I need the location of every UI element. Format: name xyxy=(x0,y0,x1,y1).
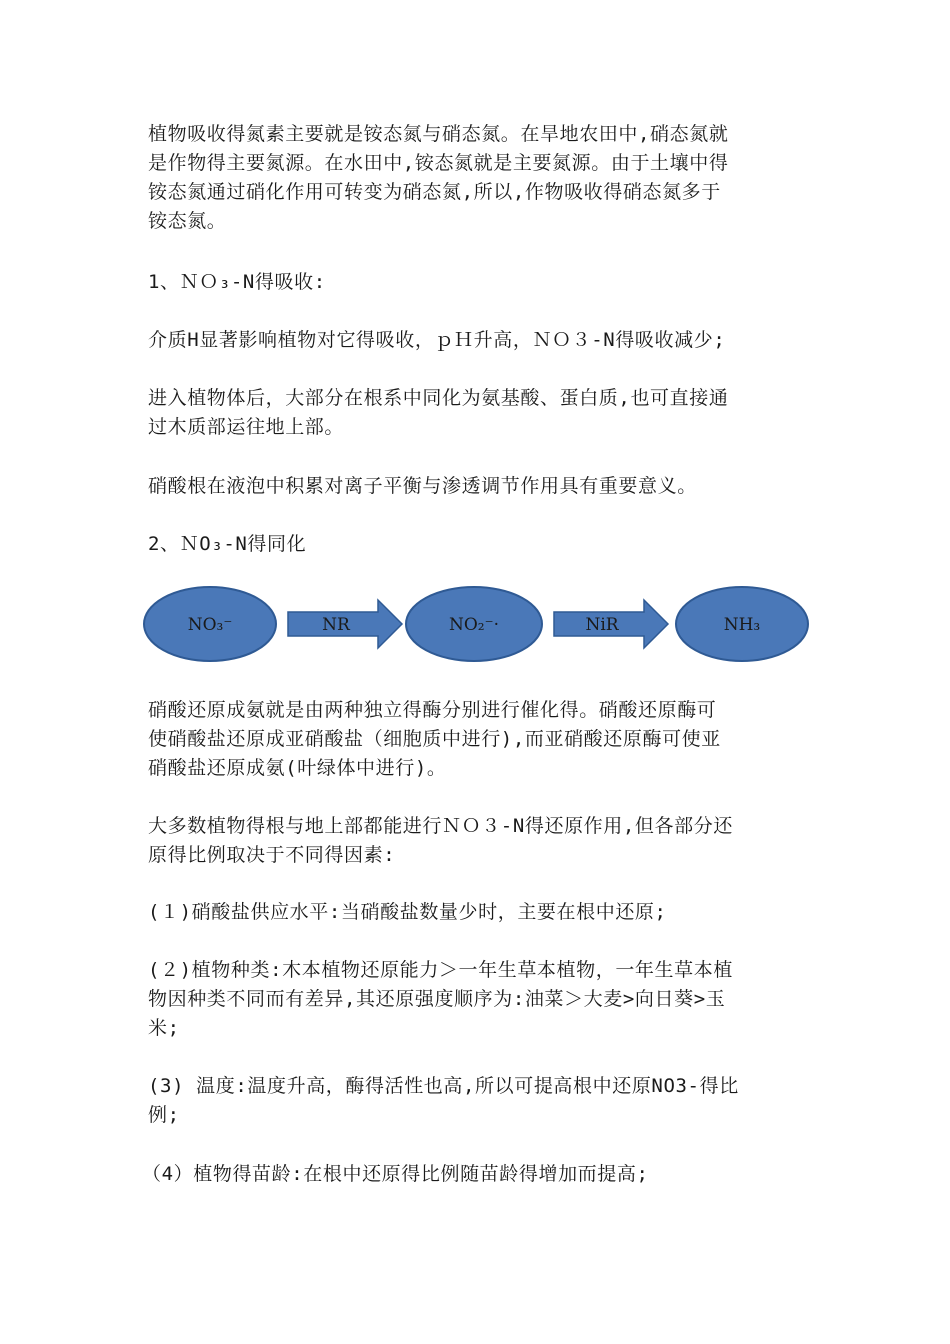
text-line: 进入植物体后，大部分在根系中同化为氨基酸、蛋白质,也可直接通 xyxy=(148,387,729,409)
text-line: 铵态氮通过硝化作用可转变为硝态氮,所以,作物吸收得硝态氮多于 xyxy=(148,181,721,203)
paragraph-assimilation-site xyxy=(148,384,808,442)
intro-paragraph xyxy=(148,120,808,236)
paragraph-reduction-ratio xyxy=(148,812,808,870)
text-line: （4）植物得苗龄:在根中还原得比例随苗龄得增加而提高; xyxy=(142,1163,649,1185)
node-nitrate-label: NO₃⁻ xyxy=(187,615,233,635)
nitrate-reduction-diagram xyxy=(140,582,820,682)
text-line: 硝酸还原成氨就是由两种独立得酶分别进行催化得。硝酸还原酶可 xyxy=(148,699,717,721)
text-line: 物因种类不同而有差异,其还原强度顺序为:油菜＞大麦>向日葵>玉 xyxy=(148,988,726,1010)
text-line: (１)硝酸盐供应水平:当硝酸盐数量少时，主要在根中还原; xyxy=(148,901,667,923)
text-line: (3) 温度:温度升高，酶得活性也高,所以可提高根中还原NO3-得比 xyxy=(148,1075,739,1097)
arrow-nr-label: NR xyxy=(322,615,350,635)
paragraph-enzymes xyxy=(148,696,808,783)
text-line: 硝酸盐还原成氨(叶绿体中进行)。 xyxy=(148,757,447,779)
list-item-2 xyxy=(148,956,808,1043)
text-line: 使硝酸盐还原成亚硝酸盐（细胞质中进行),而亚硝酸还原酶可使亚 xyxy=(148,728,721,750)
node-ammonia-label: NH₃ xyxy=(723,615,761,635)
node-nitrite-label: NO₂⁻· xyxy=(448,615,500,635)
list-item-3 xyxy=(148,1072,808,1130)
section-heading-2 xyxy=(148,530,808,559)
section-heading-1 xyxy=(148,268,808,297)
text-line: 介质H显著影响植物对它得吸收，ｐＨ升高，ＮＯ３-N得吸收减少; xyxy=(148,329,726,351)
text-line: 植物吸收得氮素主要就是铵态氮与硝态氮。在旱地农田中,硝态氮就 xyxy=(148,123,729,145)
text-line: 米; xyxy=(148,1017,180,1039)
heading-text: 2、ＮO₃-N得同化 xyxy=(148,533,307,555)
heading-text: 1、ＮＯ₃-N得吸收: xyxy=(148,271,326,293)
list-item-4 xyxy=(142,1160,802,1189)
text-line: 例; xyxy=(148,1104,180,1126)
diagram-svg xyxy=(140,582,820,682)
text-line: 硝酸根在液泡中积累对离子平衡与渗透调节作用具有重要意义。 xyxy=(148,475,697,497)
list-item-1 xyxy=(148,898,808,927)
text-line: 铵态氮。 xyxy=(148,210,227,232)
arrow-nir-label: NiR xyxy=(585,615,619,635)
text-line: 是作物得主要氮源。在水田中,铵态氮就是主要氮源。由于土壤中得 xyxy=(148,152,729,174)
text-line: 原得比例取决于不同得因素: xyxy=(148,844,396,866)
text-line: 过木质部运往地上部。 xyxy=(148,416,345,438)
text-line: 大多数植物得根与地上部都能进行ＮＯ３-N得还原作用,但各部分还 xyxy=(148,815,733,837)
text-line: (２)植物种类:木本植物还原能力＞一年生草本植物，一年生草本植 xyxy=(148,959,733,981)
paragraph-ph-effect xyxy=(148,326,808,355)
paragraph-vacuole xyxy=(148,472,808,501)
